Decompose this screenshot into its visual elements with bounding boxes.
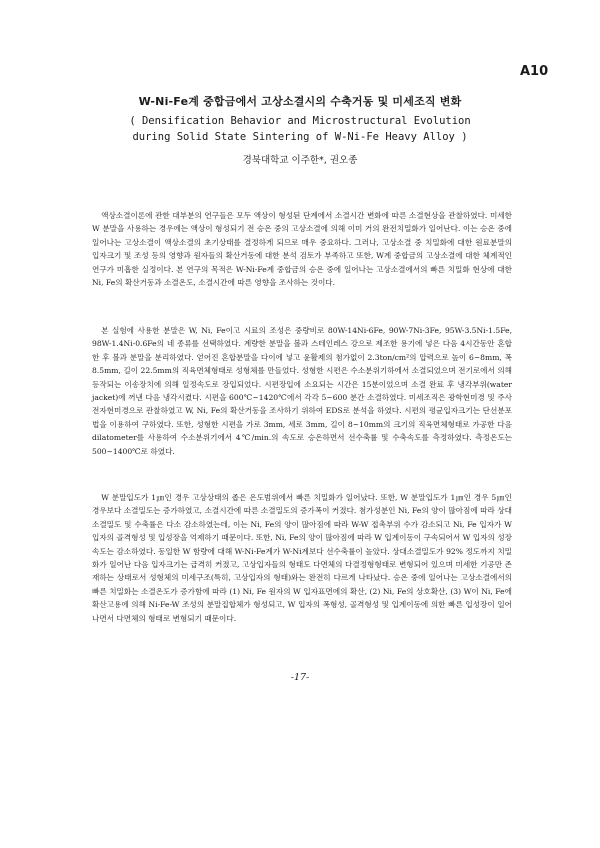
paragraph-results: W 분말입도가 1㎛인 경우 고상상태의 좁은 온도범위에서 빠른 치밀화가 일어났다. 또한, W 분말입도가 1㎛인 경우 5㎛인 경우보다 소결밀도는 증가하였고, 소결시간에 따른 소결밀도의 증가폭이 커졌다. 첨가성분인 Ni, Fe의 양이 많아짐에 따라 상대소결밀도 및 수축률은 다소 감소하였는데, 이는 Ni, Fe의 양이 많아짐에 따라 W-W 접촉부위 수가 감소되고 Ni, Fe 입자가 W 입자의 골격형성 및 입성장을 억제하기 때문이다. 또한, Ni, Fe의 양이 많아짐에 따라 W 입계이동이 구속되어서 W 입자의 성장속도는 감소하였다. 동일한 W 함량에 대해 W-Ni-Fe계가 W-Ni계보다 선수축률이 높았다. 상대소결밀도가 92% 정도까지 치밀화가 일어난 다음 입자크기는 급격히 커졌고, 고상입자들의 형태도 다면체의 다결정형형태로 변형되어 있으며 미세한 기공만 존재하는 상태로서 성형체의 미세구조(특히, 고상입자의 형태)와는 완전히 다르게 나타났다. 승온 중에 일어나는 고상소결에서의 빠른 치밀화는 소결온도가 증가함에 따라 (1) Ni, Fe 원자의 W 입자표면에의 확산, (2) Ni, Fe의 상호확산, (3) W이 Ni, Fe에 확산고용에 의해 Ni-Fe-W 조성의 분말집합체가 형성되고, W 입자의 폭형성, 골격형성 및 입계이동에 의한 빠른 입성장이 일어나면서 다면체의 형태로 변형되기 때문이다. (92, 493, 512, 623)
paragraph-introduction: 액상소결이론에 관한 대부분의 연구들은 모두 액상이 형성된 단계에서 소결시간 변화에 따른 소결현상을 관찰하였다. 미세한 W 분말을 사용하는 경우에는 액상이 형성되기 전 승온 중의 고상소결에 의해 이미 거의 완전치밀화가 일어난다. 이는 승온 중에 일어나는 고상소결이 액상소결의 초기상태를 결정하게 되므로 매우 중요하다. 그러나, 고상소결 중 치밀화에 대한 원료분말의 입자크기 및 조성 등의 영향과 원자들의 확산거동에 대한 분석 검토가 부족하고 또한, W계 중합금의 고상소결에 대한 체계적인 연구가 미흡한 실정이다. 본 연구의 목적은 W-Ni-Fe계 중합금의 승온 중에 일어나는 고상소결에서의 빠른 치밀화 현상에 대한 Ni, Fe의 확산거동과 소결온도, 소결시간에 따른 영향을 조사하는 것이다. (92, 211, 512, 288)
title-block (0, 93, 600, 145)
author-affiliation: 경북대학교 이주한*, 권오종 (242, 155, 358, 166)
title-korean: W-Ni-Fe계 중합금에서 고상소결시의 수축거동 및 미세조직 변화 (138, 95, 462, 108)
page-number: -17- (290, 672, 310, 683)
title-english-line2: during Solid State Sintering of W-Ni-Fe Heavy Alloy ) (132, 131, 468, 143)
paragraph-experimental: 본 실험에 사용한 분말은 W, Ni, Fe이고 시료의 조성은 중량비로 80W-14Ni-6Fe, 90W-7Ni-3Fe, 95W-3.5Ni-1.5Fe, 98W-1.4Ni-0.6Fe의 네 종류를 선택하였다. 계량한 분말을 볼과 스테인레스 강으로 제조한 용기에 넣은 다음 4시간동안 혼합한 후 볼과 분말을 분리하였다. 얻어진 혼합분말을 다이에 넣고 윤활제의 첨가없이 2.3ton/cm²의 압력으로 높이 6~8mm, 폭 8.5mm, 길이 22.5mm의 직육면체형태로 성형체를 만들었다. 성형한 시편은 수소분위기하에서 소결되었으며 전기로에서 의해 등작되는 이송장치에 의해 일정속도로 장입되었다. 시편장입에 소요되는 시간은 15분이었으며 소결 완료 후 냉각부위(water jacket)에 꺼낸 다음 냉각시켰다. 시편을 600℃~1420℃에서 각각 5~600 분간 소결하였다. 미세조직은 광학현미경 및 주사전자현미경으로 관찰하였고 W, Ni, Fe의 확산거동을 조사하기 위하여 EDS로 분석을 하였다. 시편의 평균입자크기는 단선분포법을 이용하여 구하였다. 또한, 성형한 시편을 가로 3mm, 세로 3mm, 길이 8~10mm의 크기의 직육면체형태로 가공한 다음 dilatometer를 사용하여 수소분위기에서 4℃/min.의 속도로 승온하면서 선수축률 및 수축속도를 측정하였다. 측정온도는 500~1400℃로 하였다. (92, 326, 512, 456)
page-code: A10 (520, 64, 549, 79)
title-english-line1: ( Densification Behavior and Microstructural Evolution (129, 115, 471, 127)
